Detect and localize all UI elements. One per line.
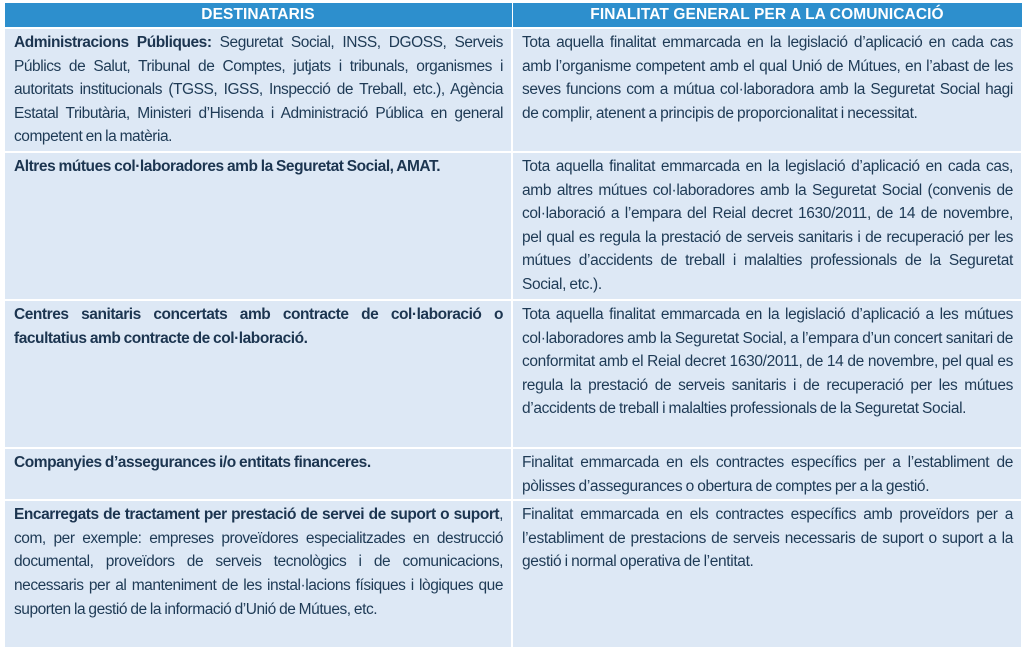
table-row (4, 500, 1022, 648)
header-purpose: FINALITAT GENERAL PER A LA COMUNICACIÓ (512, 3, 1022, 28)
recipient-cell (4, 500, 512, 648)
recipient-title: Altres mútues col·laboradores amb la Seguretat Social, AMAT. (14, 158, 441, 175)
header-recipients: DESTINATARIS (4, 3, 512, 28)
recipients-table (3, 3, 1023, 649)
recipient-cell (4, 152, 512, 300)
recipient-title: Centres sanitaris concertats amb contracte de col·laboració o facultatius amb contracte de col·laboració. (14, 306, 503, 347)
recipient-title: Administracions Públiques: (14, 34, 212, 51)
table-row (4, 28, 1022, 152)
recipient-detail: Seguretat Social, INSS, DGOSS, Serveis Públics de Salut, Tribunal de Comptes, jutjats i tribunals, organismes i autoritats institucionals (TGSS, IGSS, Inspecció de Treball, etc.), Agència Estatal Tributària, Ministeri d’Hisenda i Administració Pública en general competent en la matèria. (14, 34, 503, 146)
table-header-row (4, 3, 1022, 28)
purpose-cell: Finalitat emmarcada en els contractes específics amb proveïdors per a l’establiment de prestacions de serveis necessaris de suport o suport a la gestió i normal operativa de l’entitat. (512, 500, 1022, 648)
table-row (4, 300, 1022, 448)
recipient-cell (4, 28, 512, 152)
recipients-table-container (3, 3, 1021, 649)
recipient-detail: , com, per exemple: empreses proveïdores especialitzades en destrucció documental, proveïdors de serveis tecnològics i de comunicacions, necessaris per al manteniment de les instal·lacions físiques i lògiques que suporten la gestió de la informació d’Unió de Mútues, etc. (14, 506, 503, 618)
recipient-title: Companyies d’assegurances i/o entitats financeres. (14, 454, 371, 471)
purpose-cell: Tota aquella finalitat emmarcada en la legislació d’aplicació a les mútues col·laboradores amb la Seguretat Social, a l’empara d’un concert sanitari de conformitat amb el Reial decret 1630/2011, de 14 de novembre, pel qual es regula la prestació de serveis sanitaris i de recuperació per les mútues d’accidents de treball i malalties professionals de la Seguretat Social. (512, 300, 1022, 448)
recipient-cell (4, 300, 512, 448)
table-row (4, 152, 1022, 300)
purpose-cell: Finalitat emmarcada en els contractes específics per a l’establiment de pòlisses d’assegurances o obertura de comptes per a la gestió. (512, 448, 1022, 500)
recipient-title: Encarregats de tractament per prestació de servei de suport o suport (14, 506, 500, 524)
table-row (4, 448, 1022, 500)
purpose-cell: Tota aquella finalitat emmarcada en la legislació d’aplicació en cada cas amb l’organisme competent amb el qual Unió de Mútues, en l’abast de les seves funcions com a mútua col·laboradora amb la Seguretat Social hagi de complir, atenent a principis de proporcionalitat i necessitat. (512, 28, 1022, 152)
recipient-cell (4, 448, 512, 500)
purpose-cell: Tota aquella finalitat emmarcada en la legislació d’aplicació en cada cas, amb altres mútues col·laboradores amb la Seguretat Social (convenis de col·laboració a l’empara del Reial decret 1630/2011, de 14 de novembre, pel qual es regula la prestació de serveis sanitaris i de recuperació per les mútues d’accidents de treball i malalties professionals de la Seguretat Social, etc.). (512, 152, 1022, 300)
